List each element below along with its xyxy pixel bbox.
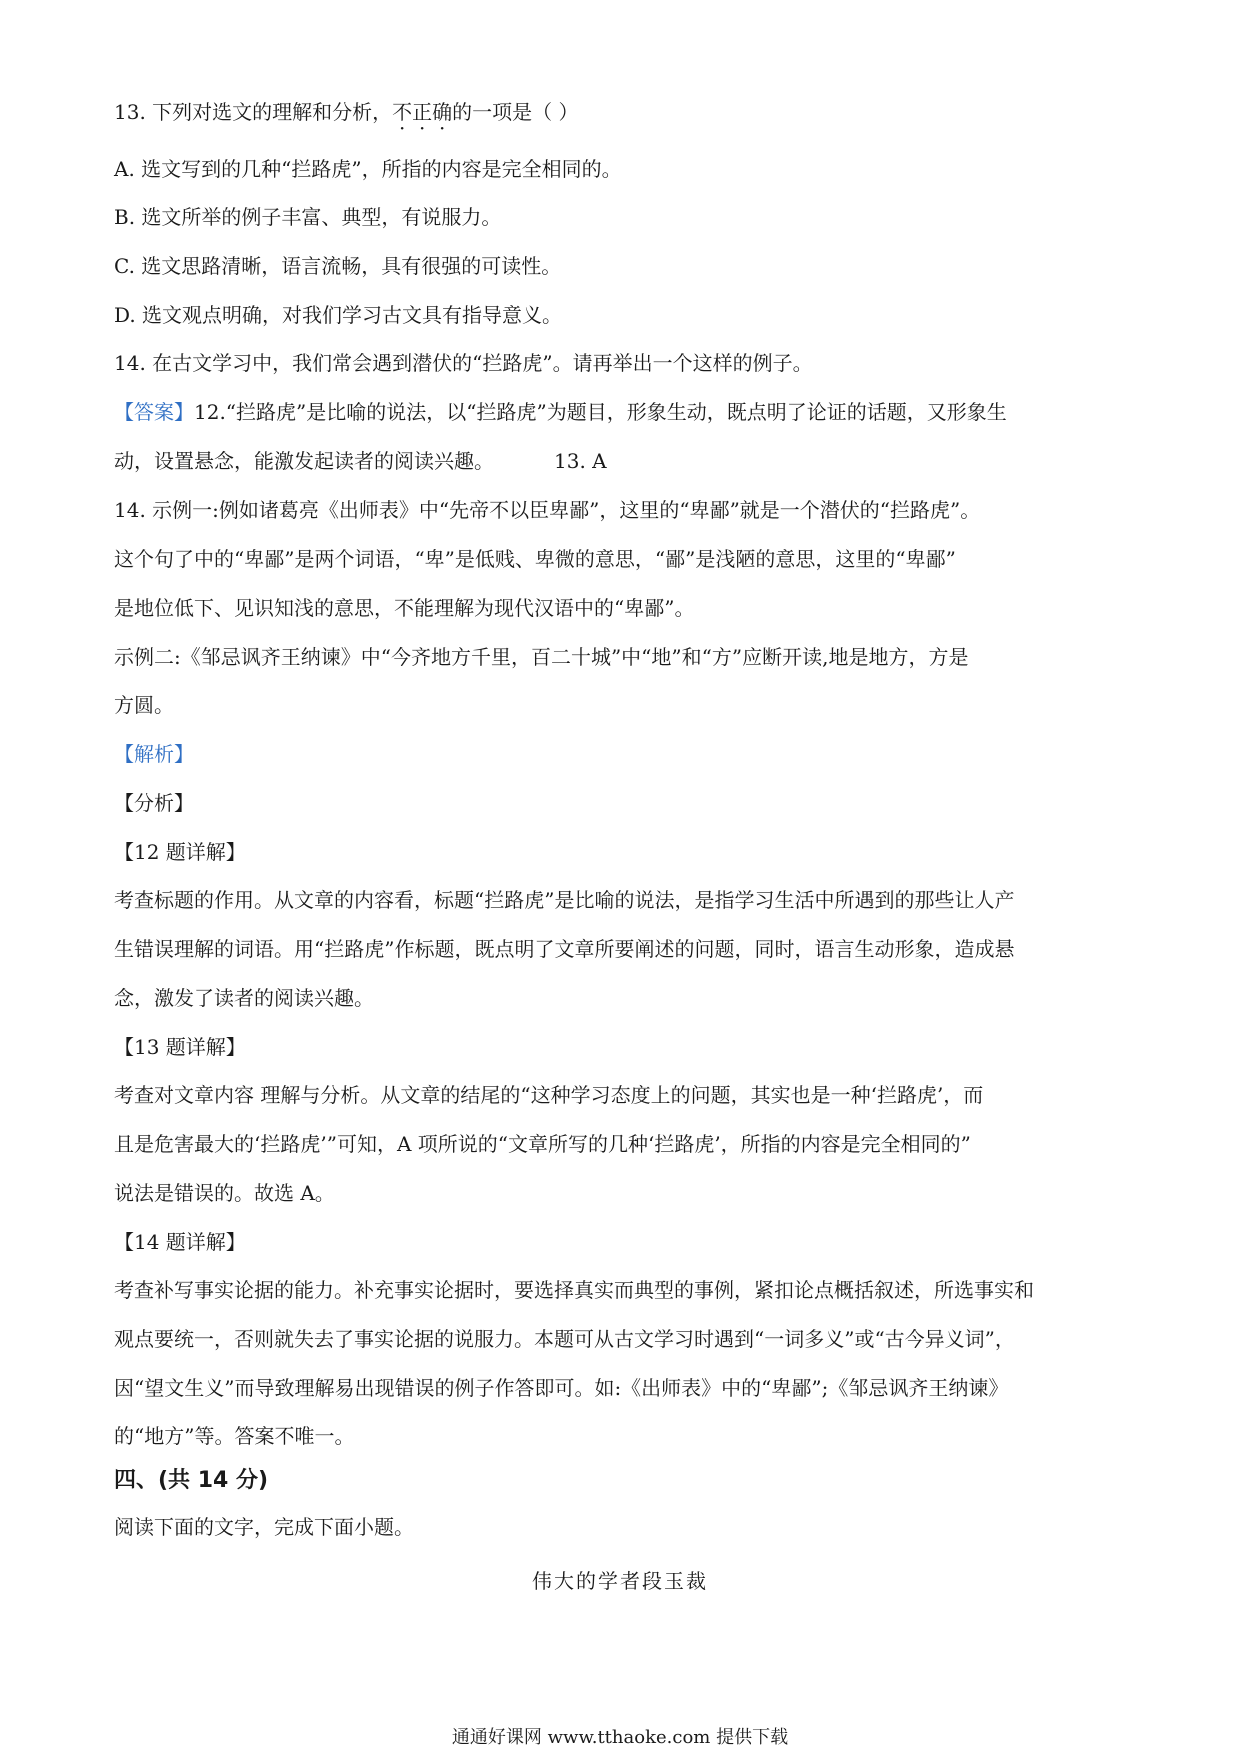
q12-detail-heading: 【12 题详解】 (114, 840, 246, 864)
answer-line-1: 【答案】12.“拦路虎”是比喻的说法，以“拦路虎”为题目，形象生动，既点明了论证的话题，又形象生 (114, 400, 1007, 424)
answer-tag: 【答案】 (114, 400, 194, 424)
q13-stem: 13. 下列对选文的理解和分析，不正确的一项是（ ） (114, 100, 579, 124)
q13-detail-line: 说法是错误的。故选 A。 (114, 1181, 335, 1205)
answer-q14-line: 示例二:《邹忌讽齐王纳谏》中“今齐地方千里，百二十城”中“地”和“方”应断开读,地是地方，方是 (114, 645, 969, 669)
q13-detail-line: 考查对文章内容 理解与分析。从文章的结尾的“这种学习态度上的问题，其实也是一种‘拦路虎’，而 (114, 1083, 984, 1107)
answer-line-2: 动，设置悬念，能激发起读者的阅读兴趣。 13. A (114, 449, 607, 473)
emphasis-char: 确 (432, 100, 453, 124)
q14-stem: 14. 在古文学习中，我们常会遇到潜伏的“拦路虎”。请再举出一个这样的例子。 (114, 351, 813, 375)
q14-detail-line: 因“望文生义”而导致理解易出现错误的例子作答即可。如:《出师表》中的“卑鄙”;《邹忌讽齐王纳谏》 (114, 1376, 1009, 1400)
answer-q14-line: 这个句了中的“卑鄙”是两个词语，“卑”是低贱、卑微的意思，“鄙”是浅陋的意思，这里的“卑鄙” (114, 547, 956, 571)
q13-option-c: C. 选文思路清晰，语言流畅，具有很强的可读性。 (114, 254, 562, 278)
answer-q14-line: 方圆。 (114, 693, 174, 717)
q14-detail-line: 考查补写事实论据的能力。补充事实论据时，要选择真实而典型的事例，紧扣论点概括叙述，所选事实和 (114, 1278, 1034, 1302)
q14-detail-heading: 【14 题详解】 (114, 1230, 246, 1254)
section-heading: 四、(共 14 分) (114, 1468, 269, 1493)
article-title: 伟大的学者段玉裁 (532, 1569, 708, 1593)
footer-watermark: 通通好课网 www.tthaoke.com 提供下载 (451, 1727, 789, 1748)
q14-detail-line: 观点要统一，否则就失去了事实论据的说服力。本题可从古文学习时遇到“一词多义”或“古今异义词”， (114, 1327, 1015, 1351)
answer-q14-line: 是地位低下、见识知浅的意思，不能理解为现代汉语中的“卑鄙”。 (114, 596, 695, 620)
q13-detail-heading: 【13 题详解】 (114, 1035, 246, 1059)
analysis-tag: 【解析】 (114, 742, 194, 766)
q13-detail-line: 且是危害最大的‘拦路虎’”可知，A 项所说的“文章所写的几种‘拦路虎’，所指的内容是完全相同的” (114, 1132, 971, 1156)
q12-detail-line: 念，激发了读者的阅读兴趣。 (114, 986, 374, 1010)
q13-answer: 13. A (554, 449, 607, 473)
q12-detail-line: 考查标题的作用。从文章的内容看，标题“拦路虎”是比喻的说法，是指学习生活中所遇到的那些让人产 (114, 888, 1015, 912)
q13-option-b: B. 选文所举的例子丰富、典型，有说服力。 (114, 205, 502, 229)
section-instruction: 阅读下面的文字，完成下面小题。 (114, 1515, 414, 1539)
q14-detail-line: 的“地方”等。答案不唯一。 (114, 1424, 355, 1448)
q12-detail-line: 生错误理解的词语。用“拦路虎”作标题，既点明了文章所要阐述的问题，同时，语言生动形象，造成悬 (114, 937, 1015, 961)
q13-option-d: D. 选文观点明确，对我们学习古文具有指导意义。 (114, 303, 563, 327)
emphasis-char: 不 (392, 100, 413, 124)
analysis-heading: 【分析】 (114, 791, 194, 815)
emphasis-char: 正 (412, 100, 433, 124)
q13-option-a: A. 选文写到的几种“拦路虎”，所指的内容是完全相同的。 (114, 157, 622, 181)
answer-q14-line: 14. 示例一:例如诸葛亮《出师表》中“先帝不以臣卑鄙”，这里的“卑鄙”就是一个潜伏的“拦路虎”。 (114, 498, 981, 522)
